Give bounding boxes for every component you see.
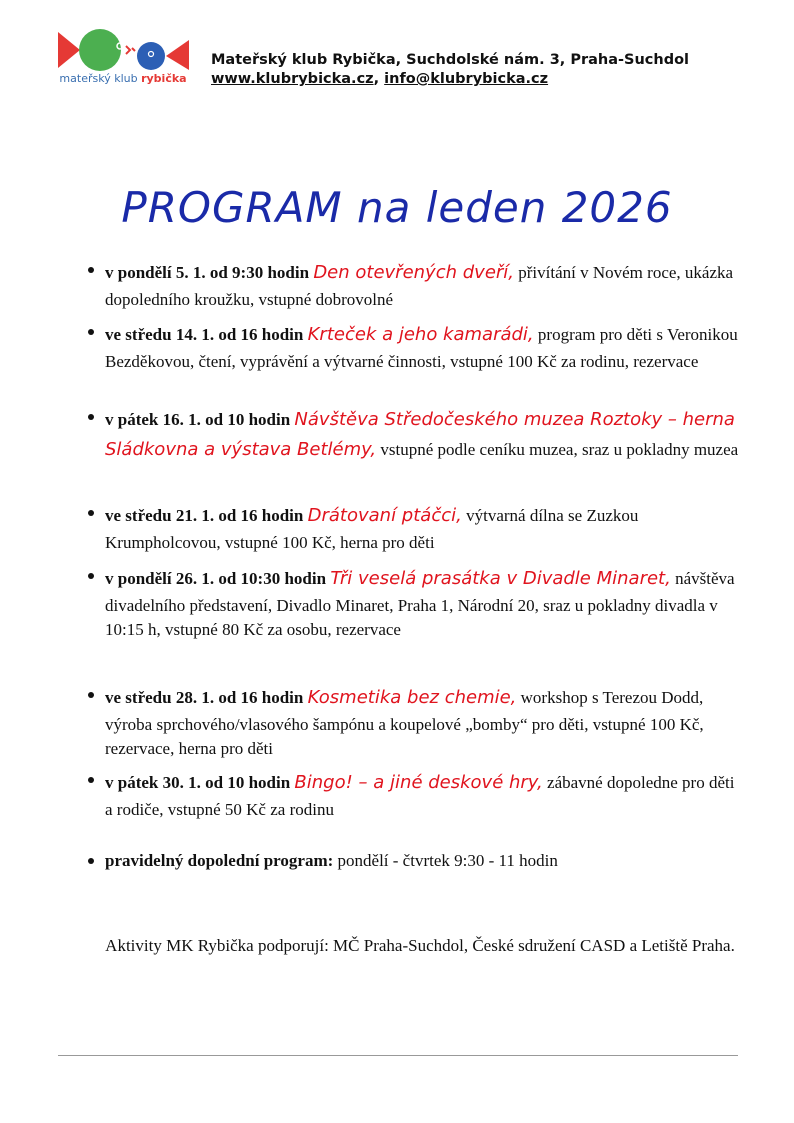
list-item: ve středu 28. 1. od 16 hodin Kosmetika bez chemie, workshop s Terezou Dodd, výroba sprchového/vlasového šampónu a koupelové „bomby“ pro děti, vstupné 100 Kč, rezervace, herna pro děti bbox=[105, 683, 740, 761]
club-address: Mateřský klub Rybička, Suchdolské nám. 3, Praha-Suchdol bbox=[211, 52, 690, 68]
page-title: PROGRAM na leden 2026 bbox=[121, 183, 673, 232]
divider bbox=[58, 1055, 738, 1056]
list-item: ve středu 21. 1. od 16 hodin Drátovaní ptáčci, výtvarná dílna se Zuzkou Krumpholcovou, vstupné 100 Kč, herna pro děti bbox=[105, 501, 740, 555]
website-link[interactable]: www.klubrybicka.cz bbox=[211, 71, 374, 87]
sponsors-note: Aktivity MK Rybička podporují: MČ Praha-Suchdol, České sdružení CASD a Letiště Praha. bbox=[105, 936, 735, 955]
list-item: v pondělí 5. 1. od 9:30 hodin Den otevřených dveří, přivítání v Novém roce, ukázka dopoledního kroužku, vstupné dobrovolné bbox=[105, 258, 740, 312]
list-item: ve středu 14. 1. od 16 hodin Krteček a jeho kamarádi, program pro děti s Veronikou Bezděkovou, čtení, vyprávění a výtvarné činnosti, vstupné 100 Kč za rodinu, rezervace bbox=[105, 320, 740, 374]
email-link[interactable]: info@klubrybicka.cz bbox=[384, 71, 549, 87]
list-item: v pátek 30. 1. od 10 hodin Bingo! – a jiné deskové hry, zábavné dopoledne pro děti a rodiče, vstupné 50 Kč za rodinu bbox=[105, 768, 740, 822]
logo bbox=[56, 28, 190, 90]
list-item: v pátek 16. 1. od 10 hodin Návštěva Středočeského muzea Roztoky – herna Sládkovna a výstava Betlémy, vstupné podle ceníku muzea, sraz u pokladny muzea bbox=[105, 405, 740, 465]
list-item: v pondělí 26. 1. od 10:30 hodin Tři veselá prasátka v Divadle Minaret, návštěva divadelního představení, Divadlo Minaret, Praha 1, Národní 20, sraz u pokladny divadla v 10:15 h, vstupné 80 Kč za osobu, rezervace bbox=[105, 564, 740, 642]
letterhead: Mateřský klub Rybička, Suchdolské nám. 3, Praha-Suchdol www.klubrybicka.cz, info@klubrybicka.cz bbox=[211, 52, 690, 87]
logo-text: mateřský klub rybička bbox=[59, 72, 187, 85]
regular-program: pravidelný dopolední program: pondělí - čtvrtek 9:30 - 11 hodin bbox=[105, 849, 740, 873]
fish-logo-icon bbox=[56, 28, 190, 74]
